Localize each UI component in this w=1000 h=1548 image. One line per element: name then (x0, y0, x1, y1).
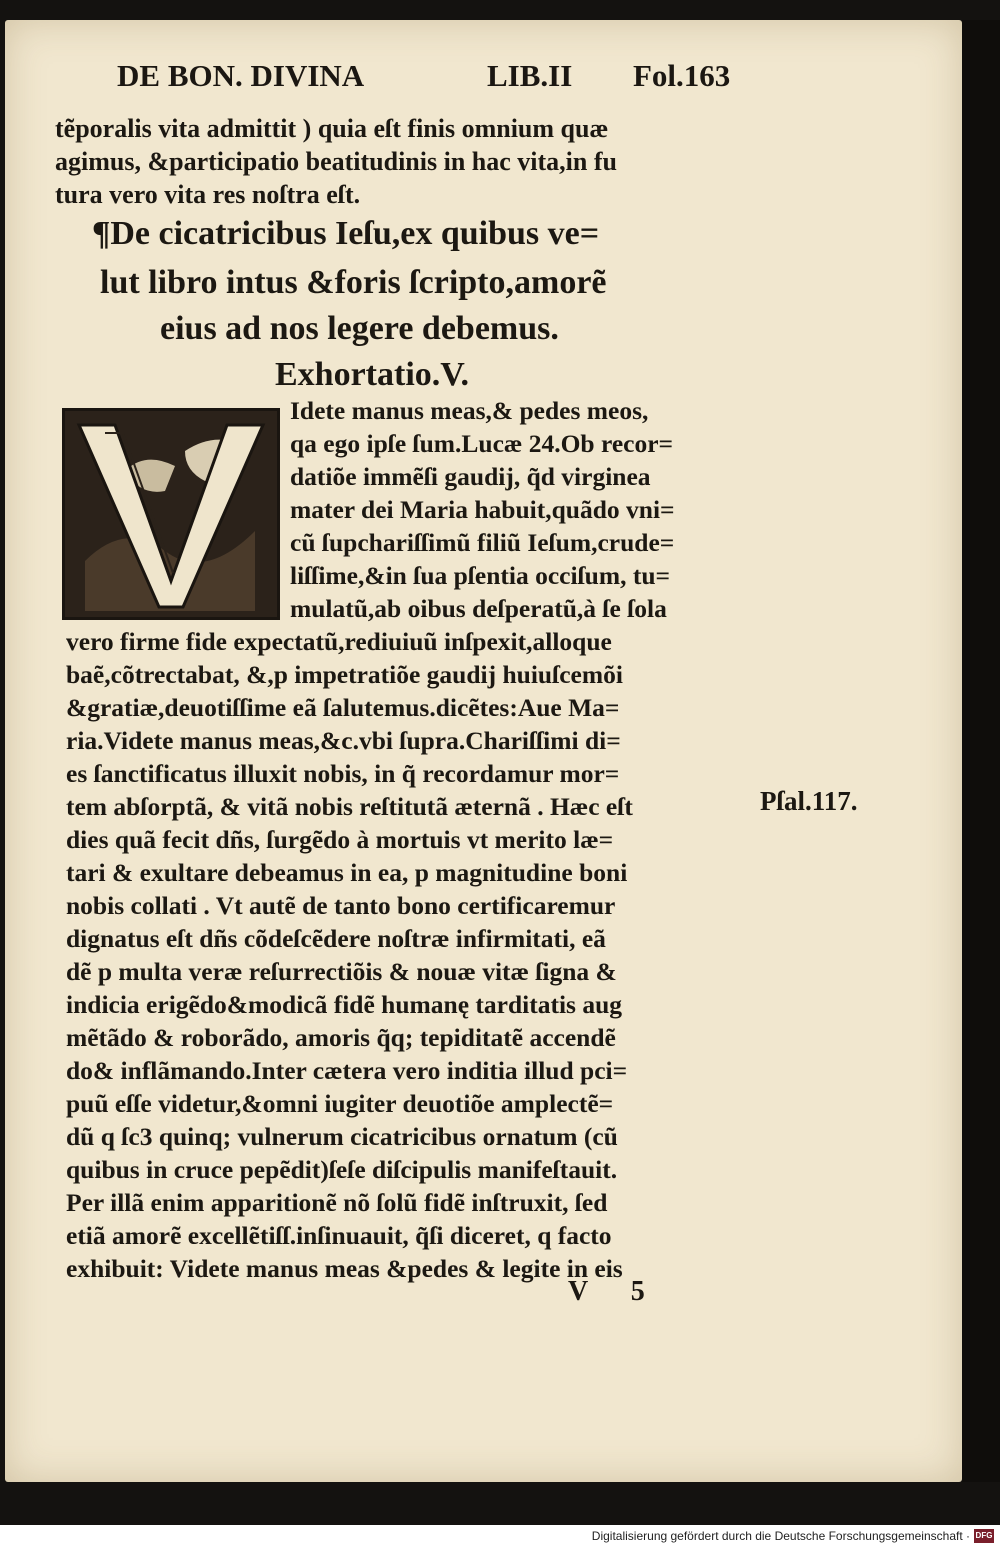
decorated-initial (62, 408, 280, 620)
text-line: liſſime,&in ſua pſentia occiſum, tu= (290, 561, 671, 590)
text-line: dies quã fecit dñs, ſurgẽdo à mortuis vt merito læ= (66, 825, 614, 854)
text-line: ria.Videte manus meas,&c.vbi ſupra.Chariſſimi di= (66, 726, 621, 755)
text-line: tẽporalis vita admittit ) quia eſt finis omnium quæ (55, 114, 609, 143)
funding-credit: Digitalisierung gefördert durch die Deutsche Forschungsgemeinschaft · (591, 1529, 970, 1543)
footer-bar (0, 1525, 1000, 1548)
text-line: dũ q ſc3 quinq; vulnerum cicatricibus ornatum (cũ (66, 1122, 618, 1151)
text-line: qa ego ipſe ſum.Lucæ 24.Ob recor= (290, 429, 674, 458)
title-line: ¶De cicatricibus Ieſu,ex quibus ve= (92, 215, 600, 252)
dfg-logo: DFG (974, 1529, 994, 1543)
text-line: tari & exultare debeamus in ea, p magnitudine boni (66, 858, 628, 887)
woodcut-initial-image (65, 411, 277, 617)
text-line: es ſanctificatus illuxit nobis, in q̃ recordamur mor= (66, 759, 620, 788)
text-line: datiõe immẽſi gaudij, q̃d virginea (290, 462, 651, 491)
header-book: LIB.II (487, 58, 573, 93)
text-line: vero firme fide expectatũ,rediuiuũ inſpexit,alloque (66, 627, 612, 656)
text-line: agimus, &participatio beatitudinis in hac vita,in fu (55, 147, 617, 176)
title-line: lut libro intus &foris ſcripto,amorẽ (100, 264, 607, 301)
text-line: mater dei Maria habuit,quãdo vni= (290, 495, 675, 524)
title-line: Exhortatio.V. (275, 356, 469, 393)
text-line: nobis collati . Vt autẽ de tanto bono certificaremur (66, 891, 616, 920)
text-line: indicia erigẽdo&modicã fidẽ humanę tarditatis aug (66, 990, 623, 1019)
text-line: etiã amorẽ excellẽtiſſ.inſinuauit, q̃ſi diceret, q facto (66, 1221, 612, 1250)
title-line: eius ad nos legere debemus. (160, 310, 559, 347)
margin-note: Pſal.117. (760, 786, 858, 816)
text-line: Idete manus meas,& pedes meos, (290, 396, 649, 425)
text-line: dignatus eſt dñs cõdeſcẽdere noſtræ infirmitati, eã (66, 924, 606, 953)
running-header (115, 58, 755, 102)
header-title: DE BON. DIVINA (117, 58, 365, 93)
text-line: mẽtãdo & roborãdo, amoris q̃q; tepiditatẽ accendẽ (66, 1023, 616, 1052)
text-line: puũ eſſe videtur,&omni iugiter deuotiõe amplectẽ= (66, 1089, 614, 1118)
text-line: tem abſorptã, & vitã nobis reſtitutã æternã . Hæc eſt (66, 792, 633, 821)
text-line: cũ ſupchariſſimũ filiũ Ieſum,crude= (290, 528, 675, 557)
text-line: tura vero vita res noſtra eſt. (55, 180, 361, 209)
text-line: baẽ,cõtrectabat, &,p impetratiõe gaudij huiuſcemõi (66, 660, 623, 689)
book-spine-edge (962, 20, 1000, 1482)
text-line: dẽ p multa veræ reſurrectiõis & nouæ vitæ ſigna & (66, 957, 617, 986)
text-line: quibus in cruce pepẽdit)ſeſe diſcipulis manifeſtauit. (66, 1155, 618, 1184)
header-folio: Fol.163 (633, 58, 731, 93)
signature-mark: V 5 (568, 1276, 663, 1307)
text-line: do& inflãmando.Inter cætera vero inditia illud pci= (66, 1056, 628, 1085)
text-line: &gratiæ,deuotiſſime eã ſalutemus.dicẽtes:Aue Ma= (66, 693, 620, 722)
text-line: exhibuit: Videte manus meas &pedes & legite in eis (66, 1254, 623, 1283)
text-line: Per illã enim apparitionẽ nõ ſolũ fidẽ inſtruxit, ſed (66, 1188, 608, 1217)
text-line: mulatũ,ab oibus deſperatũ,à ſe ſola (290, 594, 667, 623)
